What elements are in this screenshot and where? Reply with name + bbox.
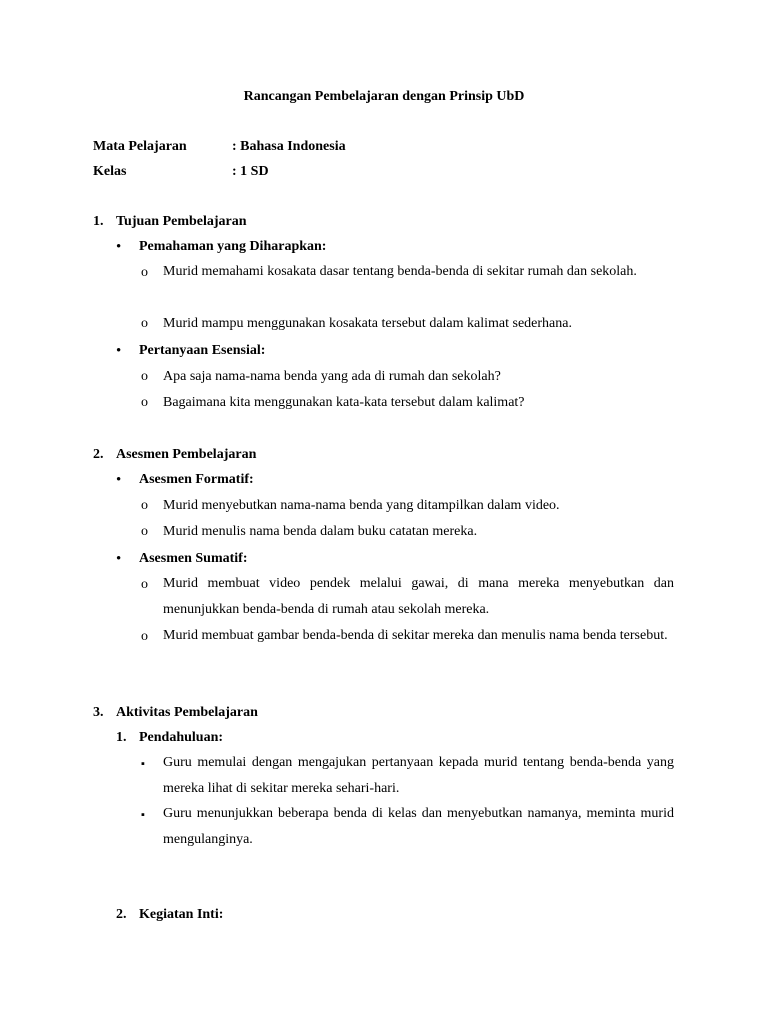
meta-label-subject: Mata Pelajaran	[93, 139, 187, 154]
square-bullet-marker: ▪	[141, 809, 145, 821]
section-heading: Tujuan Pembelajaran	[116, 214, 247, 229]
meta-value-subject: : Bahasa Indonesia	[232, 139, 346, 154]
subsection-label: Kegiatan Inti:	[139, 907, 224, 922]
list-item: Apa saja nama-nama benda yang ada di rumah dan sekolah?	[163, 369, 501, 384]
sub-bullet-marker: o	[141, 316, 148, 331]
sub-bullet-marker: o	[141, 498, 148, 513]
subsection-number: 2.	[116, 907, 127, 922]
sub-bullet-marker: o	[141, 524, 148, 539]
section-heading: Aktivitas Pembelajaran	[116, 705, 258, 720]
list-item: Murid menyebutkan nama-nama benda yang ditampilkan dalam video.	[163, 498, 560, 513]
bullet-marker: •	[116, 472, 122, 488]
bullet-marker: •	[116, 343, 122, 359]
sub-bullet-marker: o	[141, 629, 148, 644]
section-number: 1.	[93, 214, 104, 229]
group-label: Pemahaman yang Diharapkan:	[139, 239, 327, 254]
list-item: Murid mampu menggunakan kosakata tersebut dalam kalimat sederhana.	[163, 316, 572, 331]
bullet-marker: •	[116, 239, 122, 255]
subsection-label: Pendahuluan:	[139, 730, 224, 745]
document-title: Rancangan Pembelajaran dengan Prinsip UbD	[243, 89, 525, 104]
bullet-marker: •	[116, 551, 122, 567]
list-item: Murid membuat gambar benda-benda di sekitar mereka dan menulis nama benda tersebut.	[163, 628, 668, 643]
meta-label-class: Kelas	[93, 164, 127, 179]
subsection-number: 1.	[116, 730, 127, 745]
meta-value-class: : 1 SD	[232, 164, 269, 179]
list-item: Murid memahami kosakata dasar tentang benda-benda di sekitar rumah dan sekolah.	[163, 264, 637, 279]
section-number: 2.	[93, 447, 104, 462]
square-bullet-marker: ▪	[141, 758, 145, 770]
section-heading: Asesmen Pembelajaran	[116, 447, 257, 462]
list-item: Bagaimana kita menggunakan kata-kata tersebut dalam kalimat?	[163, 395, 525, 410]
sub-bullet-marker: o	[141, 369, 148, 384]
sub-bullet-marker: o	[141, 265, 148, 280]
group-label: Asesmen Sumatif:	[139, 551, 248, 566]
list-item: Guru menunjukkan beberapa benda di kelas dan menyebutkan namanya, meminta murid mengulanginya.	[163, 806, 674, 847]
sub-bullet-marker: o	[141, 395, 148, 410]
group-label: Pertanyaan Esensial:	[139, 343, 266, 358]
list-item: Murid menulis nama benda dalam buku catatan mereka.	[163, 524, 478, 539]
section-number: 3.	[93, 705, 104, 720]
sub-bullet-marker: o	[141, 577, 148, 592]
list-item: Murid membuat video pendek melalui gawai, di mana mereka menyebutkan dan menunjukkan benda-benda di rumah atau sekolah mereka.	[163, 576, 674, 617]
group-label: Asesmen Formatif:	[139, 472, 254, 487]
list-item: Guru memulai dengan mengajukan pertanyaan kepada murid tentang benda-benda yang mereka lihat di sekitar mereka sehari-hari.	[163, 755, 674, 796]
